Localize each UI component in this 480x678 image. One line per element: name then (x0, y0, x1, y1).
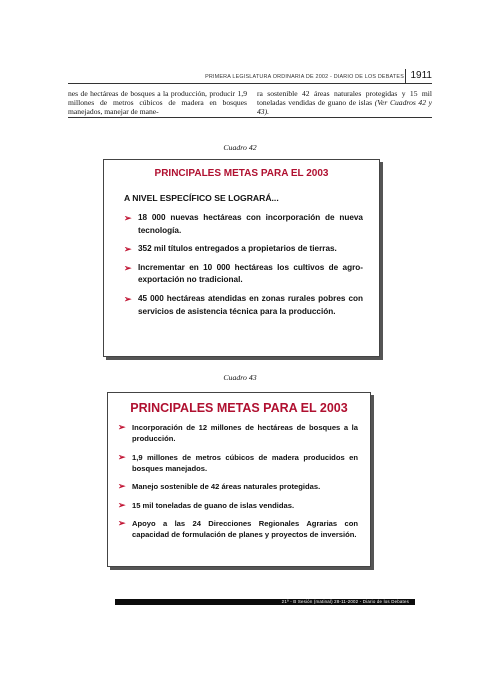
cuadro-42-title: PRINCIPALES METAS PARA EL 2003 (154, 168, 329, 179)
list-item (118, 500, 358, 511)
arrow-right-icon: ➢ (118, 422, 126, 432)
header-rule (68, 83, 432, 84)
list-item (124, 212, 363, 237)
list-item (118, 481, 358, 492)
list-item-text: Incorporación de 12 millones de hectáreas de bosques a la producción. (132, 423, 358, 443)
list-item-text: Apoyo a las 24 Direcciones Regionales Agrarias con capacidad de formulación de planes y proyectos de inversión. (132, 519, 358, 539)
cuadro-42-subheading: A NIVEL ESPECÍFICO SE LOGRARÁ... (124, 193, 279, 203)
list-item (118, 452, 358, 474)
footer-bar (115, 599, 415, 605)
arrow-right-icon: ➢ (124, 213, 132, 223)
list-item (124, 243, 363, 256)
cuadro-42-caption: Cuadro 42 (223, 143, 257, 152)
page-number: 1911 (405, 69, 432, 83)
table-reference: (Ver Cuadros 42 y 43). (257, 98, 432, 117)
cuadro-43-caption: Cuadro 43 (223, 373, 257, 382)
list-item (118, 518, 358, 540)
list-item-text: 15 mil toneladas de guano de islas vendidas. (132, 500, 295, 510)
arrow-right-icon: ➢ (118, 451, 126, 462)
cuadro-43-box (107, 392, 371, 567)
arrow-right-icon: ➢ (124, 244, 132, 255)
cuadro-43-list (118, 422, 358, 548)
list-item (124, 262, 363, 287)
body-column-left: nes de hectáreas de bosques a la producción, producir 1,9 millones de metros cúbicos de madera en bosques manejados, manejar de mane- (68, 89, 247, 117)
cuadro-42-list (124, 212, 363, 324)
list-item-text: 18 000 nuevas hectáreas con incorporación de nueva tecnología. (138, 213, 363, 235)
list-item-text: 1,9 millones de metros cúbicos de madera producidos en bosques manejados. (132, 452, 358, 473)
list-item-text: 45 000 hectáreas atendidas en zonas rurales pobres con servicios de asistencia técnica para la producción. (138, 293, 363, 316)
column-rule (68, 117, 432, 118)
running-header (68, 69, 432, 85)
list-item-text: 352 mil títulos entregados a propietarios de tierras. (138, 244, 337, 254)
footer-text: 21ª - B Sesión (matinal) 28-11-2002 - Diario de los Debates (281, 599, 409, 604)
arrow-right-icon: ➢ (118, 518, 126, 528)
arrow-right-icon: ➢ (124, 293, 132, 304)
list-item-text: Manejo sostenible de 42 áreas naturales protegidas. (132, 482, 321, 491)
list-item (124, 293, 363, 318)
arrow-right-icon: ➢ (124, 262, 132, 273)
arrow-right-icon: ➢ (118, 499, 126, 510)
running-title: PRIMERA LEGISLATURA ORDINARIA DE 2002 - DIARIO DE LOS DEBATES (205, 74, 404, 80)
body-column-right (257, 89, 432, 117)
arrow-right-icon: ➢ (118, 481, 126, 491)
cuadro-43-title: PRINCIPALES METAS PARA EL 2003 (130, 401, 348, 415)
list-item (118, 422, 358, 444)
cuadro-42-box (103, 159, 380, 357)
list-item-text: Incrementar en 10 000 hectáreas los cultivos de agro-exportación no tradicional. (138, 262, 363, 285)
body-column-right-text: ra sostenible 42 áreas naturales protegidas y 15 mil toneladas vendidas de guano de islas (257, 89, 432, 108)
